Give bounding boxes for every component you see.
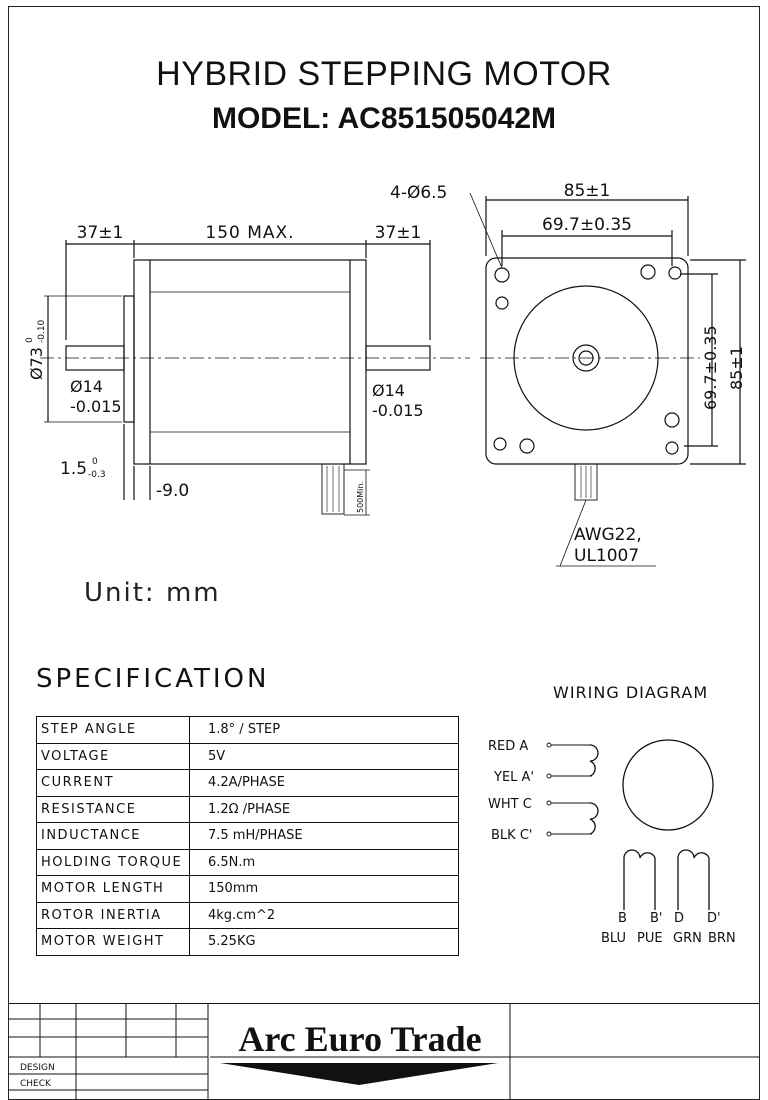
spec-value: 7.5 mH/PHASE: [190, 823, 459, 850]
color-brn: BRN: [708, 931, 736, 946]
color-pue: PUE: [637, 931, 663, 946]
spec-value: 5V: [190, 743, 459, 770]
spec-value: 4kg.cm^2: [190, 902, 459, 929]
spec-key: ROTOR INERTIA: [37, 902, 190, 929]
term-b-prime: B': [650, 911, 663, 926]
dim-left-shaft: 37±1: [76, 223, 124, 243]
shaft-right-tol: -0.015: [372, 401, 424, 420]
dim-right-shaft: 37±1: [374, 223, 422, 243]
shaft-left-tol: -0.015: [70, 397, 122, 416]
spec-value: 5.25KG: [190, 929, 459, 956]
drawing-title: HYBRID STEPPING MOTOR: [156, 55, 612, 93]
term-b: B: [618, 911, 627, 926]
wire-spec-awg: AWG22,: [574, 525, 642, 545]
dia-boss-tol-bottom: -0.10: [37, 319, 47, 343]
term-d-prime: D': [707, 911, 721, 926]
holes-spec: 4-Ø6.5: [390, 183, 448, 203]
color-blu: BLU: [601, 931, 627, 946]
spec-key: STEP ANGLE: [37, 717, 190, 744]
wire-label-wht-c: WHT C: [488, 797, 532, 812]
model-number: MODEL: AC851505042M: [211, 102, 557, 135]
flange-thickness: -9.0: [156, 481, 190, 501]
design-label: DESIGN: [20, 1063, 55, 1073]
dim-v-height: 85±1: [727, 346, 746, 390]
shaft-right-dia: Ø14: [372, 381, 405, 400]
spec-value: 6.5N.m: [190, 849, 459, 876]
wire-spec-ul: UL1007: [574, 546, 640, 566]
spec-key: CURRENT: [37, 770, 190, 797]
boss-height-tol-bottom: -0.3: [88, 470, 106, 480]
spec-key: HOLDING TORQUE: [37, 849, 190, 876]
spec-key: RESISTANCE: [37, 796, 190, 823]
term-d: D: [674, 911, 685, 926]
wire-label-yel-a: YEL A': [494, 770, 534, 785]
boss-height: 1.5: [60, 459, 88, 479]
shaft-left-dia: Ø14: [70, 377, 103, 396]
spec-key: MOTOR LENGTH: [37, 876, 190, 903]
wire-label-blk-c: BLK C': [491, 828, 533, 843]
spec-value: 4.2A/PHASE: [190, 770, 459, 797]
brand-name: Arc Euro Trade: [238, 1019, 482, 1059]
brand-arrow-icon: [220, 1063, 498, 1085]
spec-key: VOLTAGE: [37, 743, 190, 770]
spec-value: 1.8° / STEP: [190, 717, 459, 744]
check-label: CHECK: [20, 1079, 51, 1089]
wiring-diagram-title: WIRING DIAGRAM: [553, 683, 709, 702]
dim-front-width: 85±1: [563, 181, 611, 201]
dim-hole-pitch: 69.7±0.35: [542, 215, 632, 235]
unit-label: Unit: mm: [84, 578, 221, 608]
boss-height-tol-top: 0: [92, 457, 98, 467]
dim-body-length: 150 MAX.: [205, 223, 295, 243]
dia-boss-label: Ø73: [27, 347, 46, 380]
spec-value: 1.2Ω /PHASE: [190, 796, 459, 823]
specification-heading: SPECIFICATION: [36, 664, 270, 694]
spec-key: INDUCTANCE: [37, 823, 190, 850]
spec-key: MOTOR WEIGHT: [37, 929, 190, 956]
dia-boss-tol-top: 0: [25, 337, 35, 343]
dim-v-pitch: 69.7±0.35: [701, 325, 720, 410]
color-grn: GRN: [673, 931, 702, 946]
spec-value: 150mm: [190, 876, 459, 903]
lead-length: 500Min.: [356, 480, 365, 513]
wire-label-red-a: RED A: [488, 739, 529, 754]
